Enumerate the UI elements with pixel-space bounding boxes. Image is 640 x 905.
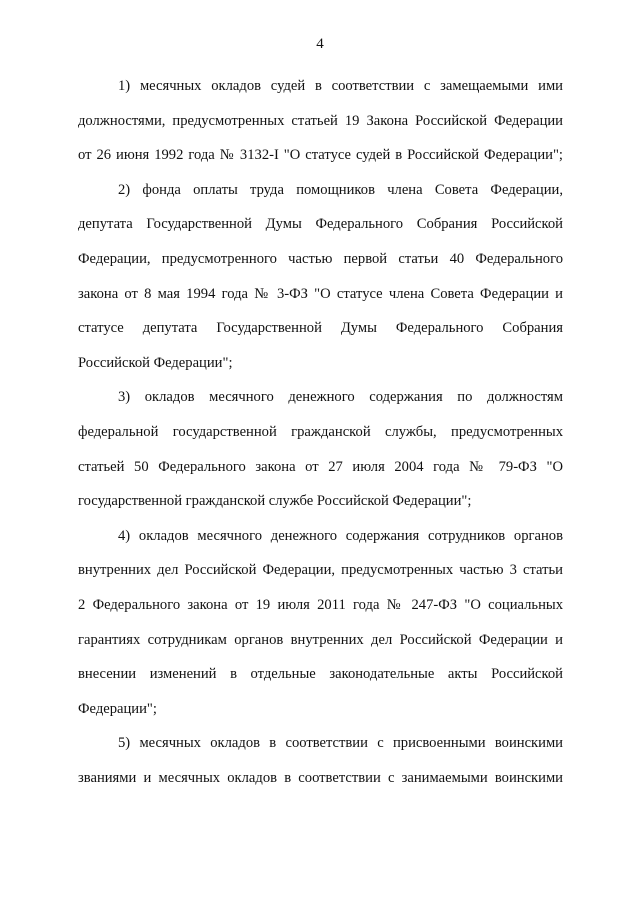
page-number: 4 (316, 36, 324, 52)
paragraph-line: 2) фонда оплаты труда помощников члена Совета Федерации, (118, 181, 563, 198)
paragraph-line: 2 Федерального закона от 19 июля 2011 года № 247-ФЗ "О социальных (78, 596, 563, 613)
paragraph-line: 1) месячных окладов судей в соответствии с замещаемыми ими (118, 78, 563, 94)
paragraph-line: званиями и месячных окладов в соответствии с занимаемыми воинскими (78, 769, 563, 786)
paragraph-item-1 (78, 76, 563, 180)
paragraph-line: Федерации"; (78, 700, 157, 717)
paragraph-line: статусе депутата Государственной Думы Федерального Собрания (78, 320, 563, 337)
paragraph-item-4 (78, 526, 563, 734)
paragraph-item-2 (78, 180, 563, 388)
paragraph-line: гарантиях сотрудникам органов внутренних дел Российской Федерации и (78, 631, 563, 648)
paragraph-line: 3) окладов месячного денежного содержания по должностям (118, 389, 563, 406)
document-body (78, 76, 563, 802)
paragraph-line: должностями, предусмотренных статьей 19 Закона Российской Федерации (78, 112, 563, 129)
paragraph-line: государственной гражданской службе Российской Федерации"; (78, 493, 472, 510)
paragraph-line: закона от 8 мая 1994 года № 3-ФЗ "О статусе члена Совета Федерации и (78, 285, 563, 302)
paragraph-line: федеральной государственной гражданской службы, предусмотренных (78, 423, 563, 440)
paragraph-line: от 26 июня 1992 года № 3132-I "О статусе судей в Российской Федерации"; (78, 147, 563, 164)
paragraph-line: депутата Государственной Думы Федерального Собрания Российской (78, 216, 563, 233)
paragraph-line: статьей 50 Федерального закона от 27 июля 2004 года № 79-ФЗ "О (78, 458, 563, 475)
paragraph-line: 4) окладов месячного денежного содержания сотрудников органов (118, 527, 563, 544)
paragraph-line: Российской Федерации"; (78, 354, 233, 371)
paragraph-line: внесении изменений в отдельные законодательные акты Российской (78, 666, 563, 683)
paragraph-line: 5) месячных окладов в соответствии с присвоенными воинскими (118, 735, 563, 752)
paragraph-item-3 (78, 387, 563, 525)
paragraph-line: Федерации, предусмотренного частью первой статьи 40 Федерального (78, 250, 563, 267)
paragraph-line: внутренних дел Российской Федерации, предусмотренных частью 3 статьи (78, 562, 563, 579)
paragraph-item-5 (78, 733, 563, 802)
